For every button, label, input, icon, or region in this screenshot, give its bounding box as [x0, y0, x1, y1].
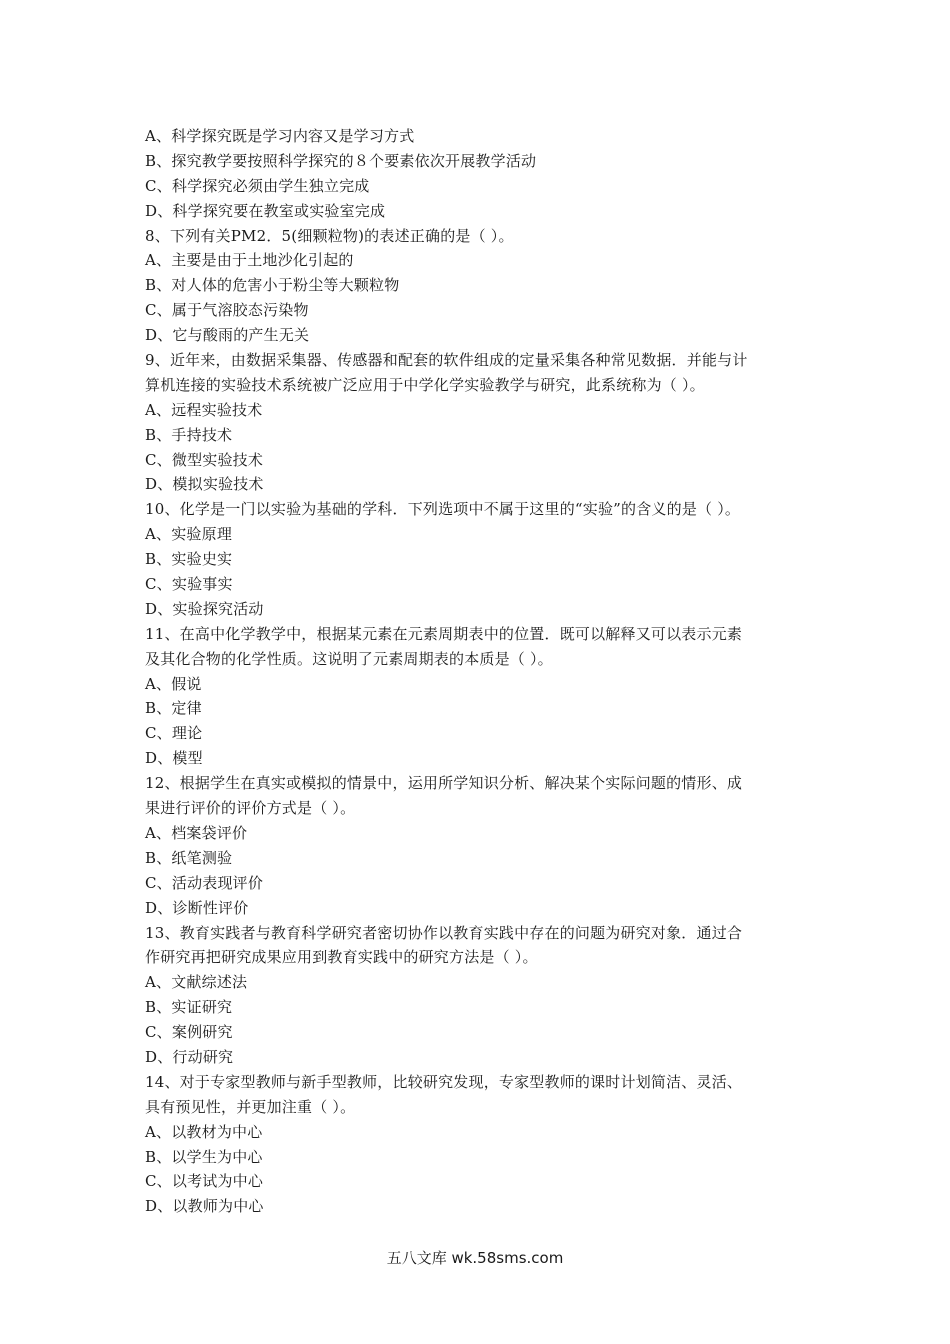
- q10-stem: 10、化学是一门以实验为基础的学科．下列选项中不属于这里的“实验”的含义的是（ ）。: [145, 500, 741, 519]
- question-8: [145, 224, 825, 348]
- question-14: [145, 1070, 825, 1219]
- q8-option-b: B、对人体的危害小于粉尘等大颗粒物: [145, 276, 400, 295]
- q10-option-c: C、实验事实: [145, 575, 233, 594]
- q13-option-d: D、行动研究: [145, 1047, 234, 1066]
- q12-option-a: A、档案袋评价: [145, 823, 248, 842]
- q7-option-c: C、科学探究必须由学生独立完成: [145, 176, 370, 195]
- q13-option-b: B、实证研究: [145, 998, 233, 1017]
- q14-stem-line-2: 具有预见性，并更加注重（ ）。: [145, 1097, 356, 1116]
- q11-option-b: B、定律: [145, 699, 202, 718]
- q12-option-b: B、纸笔测验: [145, 848, 233, 867]
- q8-option-a: A、主要是由于土地沙化引起的: [145, 251, 354, 270]
- q10-option-d: D、实验探究活动: [145, 599, 264, 618]
- q9-option-a: A、远程实验技术: [145, 400, 263, 419]
- q7-option-a: A、科学探究既是学习内容又是学习方式: [145, 127, 415, 145]
- q13-stem-line-1: 13、教育实践者与教育科学研究者密切协作以教育实践中存在的问题为研究对象．通过合: [145, 923, 743, 942]
- q9-stem-line-2: 算机连接的实验技术系统被广泛应用于中学化学实验教学与研究，此系统称为（ ）。: [145, 375, 705, 394]
- q13-option-a: A、文献综述法: [145, 973, 248, 992]
- page-footer-watermark: 五八文库 wk.58sms.com: [386, 1249, 564, 1267]
- q10-option-b: B、实验史实: [145, 550, 233, 569]
- q9-stem-line-1: 9、近年来，由数据采集器、传感器和配套的软件组成的定量采集各种常见数据．并能与计: [145, 351, 748, 370]
- q14-option-a: A、以教材为中心: [145, 1122, 263, 1141]
- q14-option-c: C、以考试为中心: [145, 1172, 264, 1191]
- q11-option-a: A、假说: [145, 674, 202, 693]
- q7-option-b: B、探究教学要按照科学探究的８个要素依次开展教学活动: [145, 151, 537, 170]
- q9-option-c: C、微型实验技术: [145, 450, 264, 469]
- question-9: [145, 348, 825, 497]
- q11-stem-line-1: 11、在高中化学教学中，根据某元素在元素周期表中的位置．既可以解释又可以表示元素: [145, 624, 743, 643]
- document-body: [145, 124, 825, 1219]
- q8-option-d: D、它与酸雨的产生无关: [145, 326, 310, 345]
- q8-stem: 8、下列有关PM2．5(细颗粒物)的表述正确的是（ ）。: [145, 226, 514, 245]
- q13-option-c: C、案例研究: [145, 1023, 233, 1042]
- q14-option-b: B、以学生为中心: [145, 1147, 263, 1166]
- q11-option-d: D、模型: [145, 749, 203, 768]
- question-7-options: [145, 124, 825, 224]
- q12-stem-line-2: 果进行评价的评价方式是（ ）。: [145, 799, 356, 818]
- q14-stem-line-1: 14、对于专家型教师与新手型教师，比较研究发现，专家型教师的课时计划简洁、灵活、: [145, 1072, 743, 1091]
- q7-option-d: D、科学探究要在教室或实验室完成: [145, 201, 386, 220]
- q8-option-c: C、属于气溶胶态污染物: [145, 301, 309, 320]
- q13-stem-line-2: 作研究再把研究成果应用到教育实践中的研究方法是（ ）。: [145, 948, 538, 967]
- q12-option-d: D、诊断性评价: [145, 898, 249, 917]
- question-12: [145, 771, 825, 920]
- question-10: [145, 497, 825, 621]
- q12-stem-line-1: 12、根据学生在真实或模拟的情景中，运用所学知识分析、解决某个实际问题的情形、成: [145, 774, 743, 793]
- q9-option-b: B、手持技术: [145, 425, 233, 444]
- q10-option-a: A、实验原理: [145, 525, 233, 544]
- q11-stem-line-2: 及其化合物的化学性质。这说明了元素周期表的本质是（ ）。: [145, 649, 553, 668]
- q9-option-d: D、模拟实验技术: [145, 475, 264, 494]
- question-11: [145, 622, 825, 771]
- q14-option-d: D、以教师为中心: [145, 1197, 264, 1216]
- question-13: [145, 921, 825, 1070]
- q11-option-c: C、理论: [145, 724, 203, 743]
- q12-option-c: C、活动表现评价: [145, 873, 264, 892]
